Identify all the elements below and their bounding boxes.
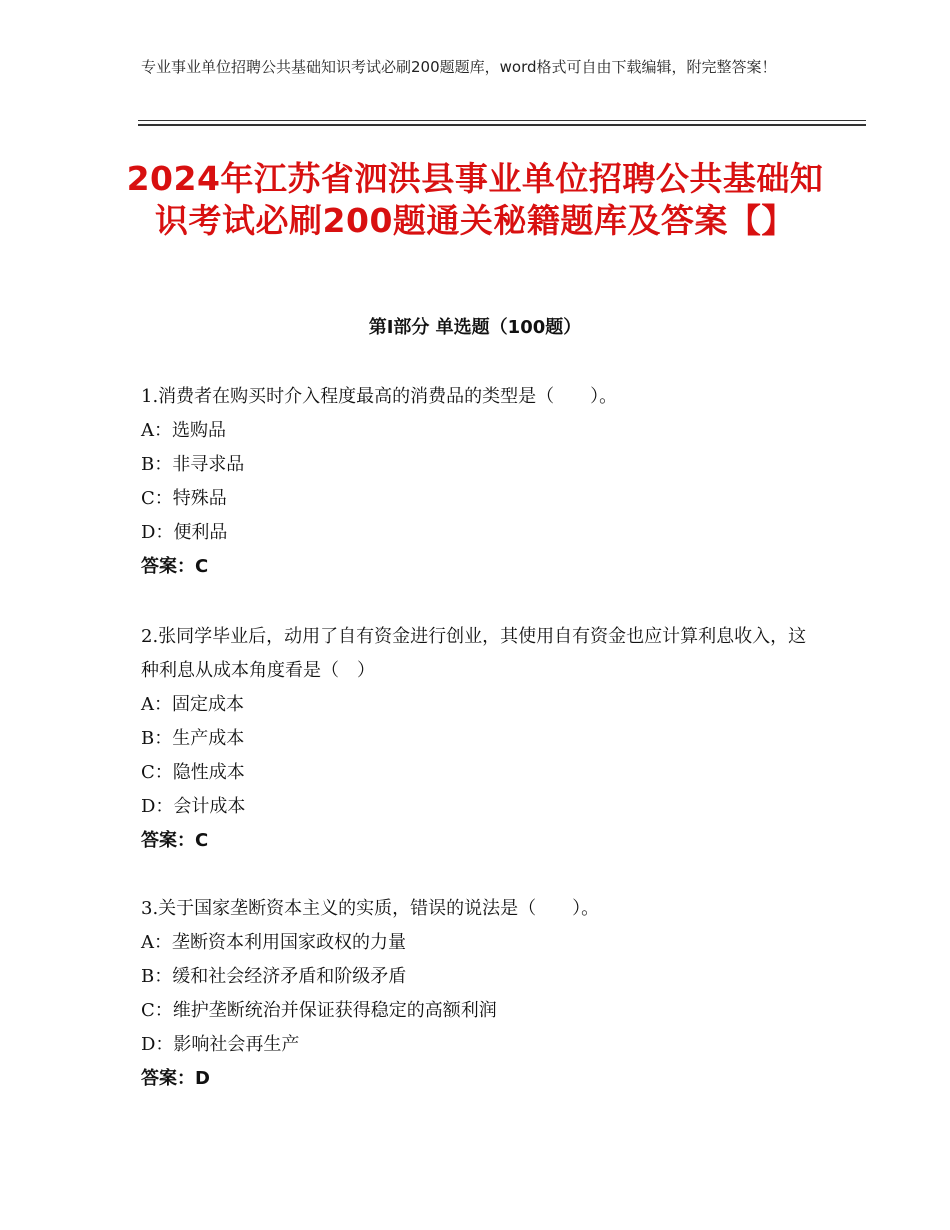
question-1 [141, 380, 821, 584]
option-d: D：影响社会再生产 [141, 1034, 300, 1055]
answer: 答案：C [141, 556, 209, 577]
answer: 答案：D [141, 1068, 210, 1089]
document-title: 2024年江苏省泗洪县事业单位招聘公共基础知识考试必刷200题通关秘籍题库及答案【】 [126, 159, 824, 240]
question-stem: 2.张同学毕业后，动用了自有资金进行创业，其使用自有资金也应计算利息收入，这种利息从成本角度看是（ ） [141, 626, 807, 681]
question-2 [141, 620, 821, 858]
option-a: A：固定成本 [141, 694, 244, 715]
header-note: 专业事业单位招聘公共基础知识考试必刷200题题库，word格式可自由下载编辑，附完整答案！ [141, 58, 777, 76]
option-c: C：维护垄断统治并保证获得稳定的高额利润 [141, 1000, 497, 1021]
option-d: D：会计成本 [141, 796, 246, 817]
section-title: 第Ⅰ部分 单选题（100题） [368, 317, 582, 338]
answer: 答案：C [141, 830, 209, 851]
question-3 [141, 892, 821, 1096]
question-stem: 3.关于国家垄断资本主义的实质，错误的说法是（ ）。 [141, 898, 600, 919]
header-divider-thin [138, 120, 866, 121]
option-a: A：选购品 [141, 420, 226, 441]
option-c: C：特殊品 [141, 488, 227, 509]
option-b: B：缓和社会经济矛盾和阶级矛盾 [141, 966, 407, 987]
option-a: A：垄断资本利用国家政权的力量 [141, 932, 406, 953]
option-b: B：生产成本 [141, 728, 245, 749]
option-d: D：便利品 [141, 522, 228, 543]
question-stem: 1.消费者在购买时介入程度最高的消费品的类型是（ ）。 [141, 386, 618, 407]
header-divider-thick [138, 124, 866, 126]
option-b: B：非寻求品 [141, 454, 245, 475]
option-c: C：隐性成本 [141, 762, 245, 783]
